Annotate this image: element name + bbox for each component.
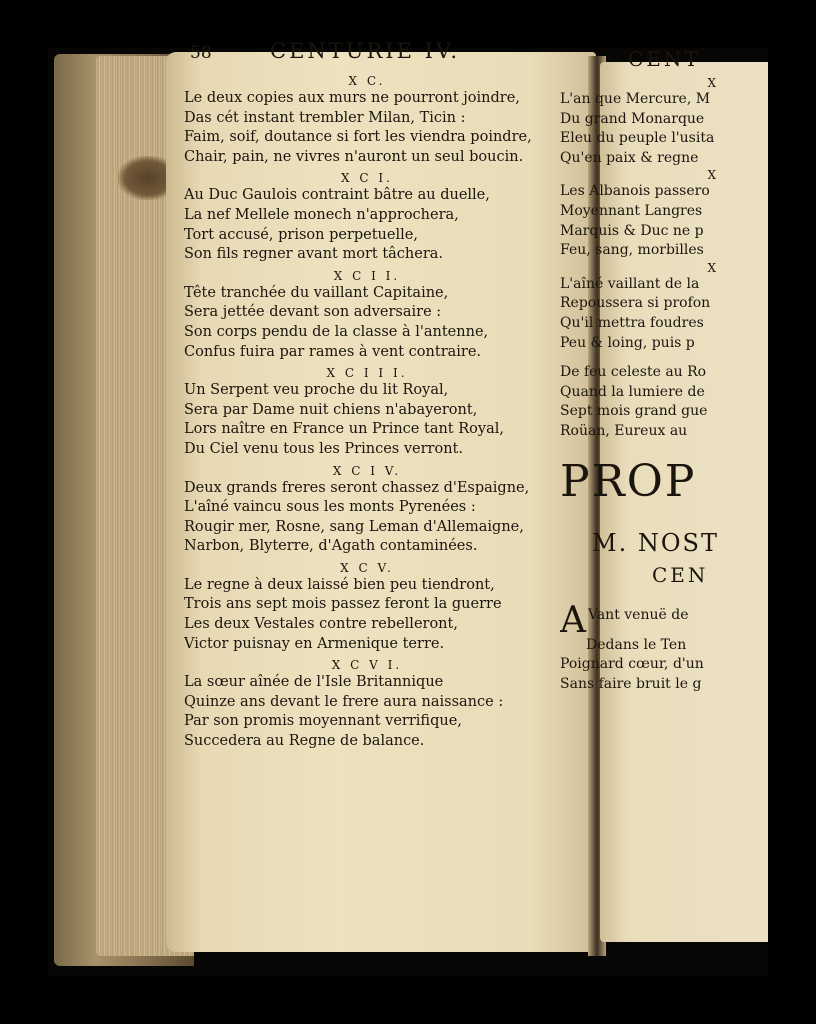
verse-line: Les deux Vestales contre rebelleront, [184,616,458,633]
quatrain-numeral: X [707,168,716,183]
verse-line: Poignard cœur, d'un [560,656,704,673]
quatrain-numeral: X C I. [341,171,393,186]
right-page-text [560,50,720,694]
verse-line: Repoussera si profon [560,295,711,312]
quatrain-numeral: X [707,76,716,90]
verse-line: Un Serpent veu proche du lit Royal, [184,382,449,399]
quatrain-numeral: X C. [348,74,386,88]
verse-line: Tête tranchée du vaillant Capitaine, [184,284,449,301]
verse-line: Son corps pendu de la classe à l'antenne, [184,323,489,340]
quatrain-numeral: X C I V. [332,463,402,478]
verse-line: Le deux copies aux murs ne pourront joindre, [184,90,520,106]
quatrain-numeral: X C I I. [333,268,401,283]
verse-line: Das cét instant trembler Milan, Ticin : [184,109,466,126]
verse-line: Lors naître en France un Prince tant Royal, [184,421,504,438]
verse-line: Qu'il mettra foudres [560,314,704,331]
verse-line: Roüan, Eureux au [560,422,688,439]
left-page-header [182,39,552,70]
verse-line: Succedera au Regne de balance. [184,733,425,750]
verse-line: Qu'en paix & regne [560,149,699,166]
verse-line: Son fils regner avant mort tâchera. [184,246,444,263]
quatrain-numeral: X C I I I. [326,366,408,381]
running-title: CENTURIE IV. [270,39,461,63]
verse-line: Peu & loing, puis p [560,334,695,351]
drop-cap: A [560,599,586,641]
verse-line: Sept mois grand gue [560,403,708,420]
verse-line: La sœur aînée de l'Isle Britannique [184,674,444,691]
quatrain-list [182,74,552,752]
right-running-title: CENT [628,50,701,71]
verse-line: L'aîné vaincu sous les monts Pyrenées : [184,499,476,516]
verse-line: Eleu du peuple l'usita [560,130,715,147]
section-heading-sub: CEN [652,562,709,587]
verse-line: Sera par Dame nuit chiens n'abayeront, [184,401,478,418]
spacer [560,353,720,363]
verse-line: Trois ans sept mois passez feront la guerre [184,596,502,613]
verse-line: Deux grands freres seront chassez d'Espaigne, [184,479,530,496]
quatrain-numeral: X [707,260,716,275]
verse-line: Par son promis moyennant verrifique, [184,713,462,730]
verse-line: La nef Mellele monech n'approchera, [184,206,459,223]
verse-line: L'aîné vaillant de la [560,275,700,292]
left-page-text [182,39,552,752]
verse-line: Quand la lumiere de [560,383,705,400]
verse-line: Marquis & Duc ne p [560,222,704,239]
verse-line: Narbon, Blyterre, d'Agath contaminées. [184,538,478,555]
verse-line: Sans faire bruit le g [560,675,702,692]
verse-line: Chair, pain, ne vivres n'auront un seul boucin. [184,148,524,165]
verse-line: Victor puisnay en Armenique terre. [184,635,445,652]
verse-line: Confus fuira par rames à vent contraire. [184,343,482,360]
verse-line: L'an que Mercure, M [560,91,711,107]
section-heading-author: M. NOST [592,528,719,557]
verse-line: Faim, soif, doutance si fort les viendra poindre, [184,129,532,146]
verse-line: Du Ciel venu tous les Princes verront. [184,440,463,457]
section-heading-large: PROP [560,455,697,507]
quatrain-numeral: X C V. [340,560,394,575]
quatrain-numeral: X C V I. [331,658,403,673]
verse-line: Moyennant Langres [560,202,703,219]
verse-line: Rougir mer, Rosne, sang Leman d'Allemaigne, [184,518,524,535]
verse-line: Dedans le Ten [586,636,687,653]
verse-line: De feu celeste au Ro [560,364,707,381]
verse-line: Le regne à deux laissé bien peu tiendront, [184,576,495,593]
verse-line: Au Duc Gaulois contraint bâtre au duelle, [184,187,490,204]
verse-line: Quinze ans devant le frere aura naissance : [184,693,504,710]
page-number: 58 [190,43,212,63]
verse-line: Sera jettée devant son adversaire : [184,304,442,321]
verse-line: Du grand Monarque [560,110,705,127]
verse-line: Feu, sang, morbilles [560,242,704,259]
verse-line: Les Albanois passero [560,183,710,200]
verse-line: Vant venuë de [588,606,689,623]
verse-line: Tort accusé, prison perpetuelle, [184,226,418,243]
opening-quatrain [560,599,720,695]
